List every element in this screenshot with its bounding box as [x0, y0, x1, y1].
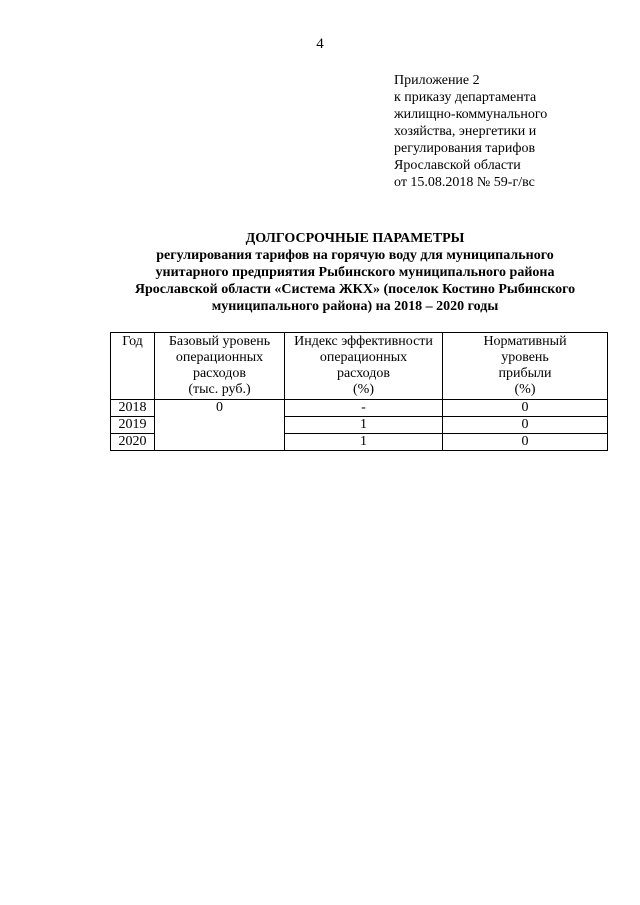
appendix-line: жилищно-коммунального — [394, 107, 548, 122]
cell-index: 1 — [285, 434, 443, 451]
appendix-line: от 15.08.2018 № 59-г/вс — [394, 175, 535, 190]
parameters-table — [110, 332, 608, 451]
page-number: 4 — [316, 36, 324, 52]
document-title — [100, 230, 610, 315]
cell-year: 2019 — [111, 417, 155, 434]
cell-profit: 0 — [443, 417, 608, 434]
cell-year: 2020 — [111, 434, 155, 451]
header-profit-level: Нормативный уровень прибыли (%) — [443, 333, 608, 400]
table-row — [111, 400, 608, 417]
title-line: унитарного предприятия Рыбинского муниципального района — [155, 265, 555, 280]
cell-base-level: 0 — [155, 400, 285, 451]
title-line: Ярославской области «Система ЖКХ» (поселок Костино Рыбинского — [134, 282, 576, 297]
appendix-line: Приложение 2 — [394, 73, 480, 88]
appendix-line: регулирования тарифов — [394, 141, 536, 156]
header-base-level: Базовый уровень операционных расходов (тыс. руб.) — [155, 333, 285, 400]
title-line: муниципального района) на 2018 – 2020 годы — [211, 299, 499, 314]
table-header-row — [111, 333, 608, 400]
cell-profit: 0 — [443, 400, 608, 417]
appendix-line: к приказу департамента — [394, 90, 537, 105]
appendix-block — [394, 72, 624, 191]
header-efficiency-index: Индекс эффективности операционных расходов (%) — [285, 333, 443, 400]
cell-index: - — [285, 400, 443, 417]
title-heading: ДОЛГОСРОЧНЫЕ ПАРАМЕТРЫ — [245, 231, 465, 246]
appendix-line: хозяйства, энергетики и — [394, 124, 537, 139]
header-year: Год — [111, 333, 155, 400]
title-line: регулирования тарифов на горячую воду для муниципального — [156, 248, 554, 263]
appendix-line: Ярославской области — [394, 158, 521, 173]
cell-index: 1 — [285, 417, 443, 434]
cell-year: 2018 — [111, 400, 155, 417]
cell-profit: 0 — [443, 434, 608, 451]
